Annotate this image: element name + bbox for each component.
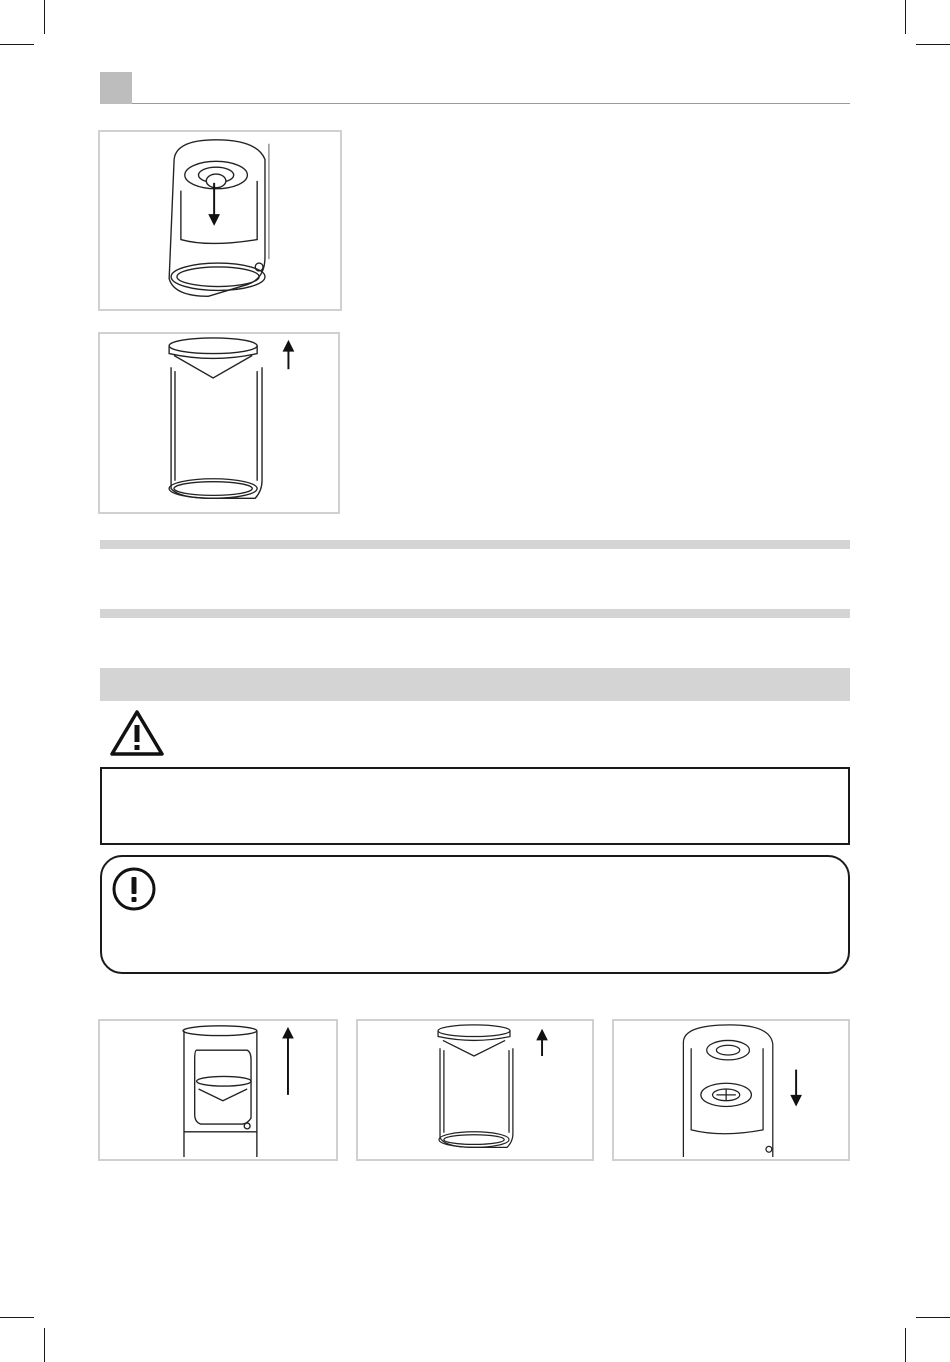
crop-mark-tr-h <box>916 44 950 45</box>
warning-box <box>100 767 850 845</box>
crop-mark-bl-h <box>0 1317 34 1318</box>
arrow-up-icon <box>536 1029 548 1056</box>
divider-bar-2 <box>100 609 850 618</box>
hopper-lift-illustration <box>358 1021 592 1159</box>
crop-mark-tl-h <box>0 44 34 45</box>
arrow-down-icon <box>790 1070 802 1107</box>
header-square <box>100 72 132 104</box>
hopper-illustration <box>100 334 338 512</box>
burr-insert-illustration <box>614 1021 848 1159</box>
figure-1 <box>98 130 342 311</box>
header-rule <box>132 103 850 104</box>
arrow-up-icon <box>282 1027 294 1095</box>
crop-mark-br-h <box>916 1317 950 1318</box>
crop-mark-tr-v <box>905 0 906 34</box>
crop-mark-tl-v <box>44 0 45 34</box>
crop-mark-bl-v <box>44 1328 45 1362</box>
figure-2 <box>98 332 340 514</box>
crop-mark-br-v <box>905 1328 906 1362</box>
divider-bar-1 <box>100 540 850 549</box>
grinder-body-illustration <box>100 1021 336 1159</box>
figure-3 <box>98 1019 338 1161</box>
grinder-top-illustration <box>100 132 340 309</box>
exclamation-circle-icon <box>110 865 158 913</box>
section-header-bar <box>100 668 850 701</box>
arrow-up-icon <box>283 340 295 369</box>
note-box <box>100 855 850 974</box>
warning-triangle-icon <box>108 708 166 758</box>
figure-4 <box>356 1019 594 1161</box>
figure-5 <box>612 1019 850 1161</box>
